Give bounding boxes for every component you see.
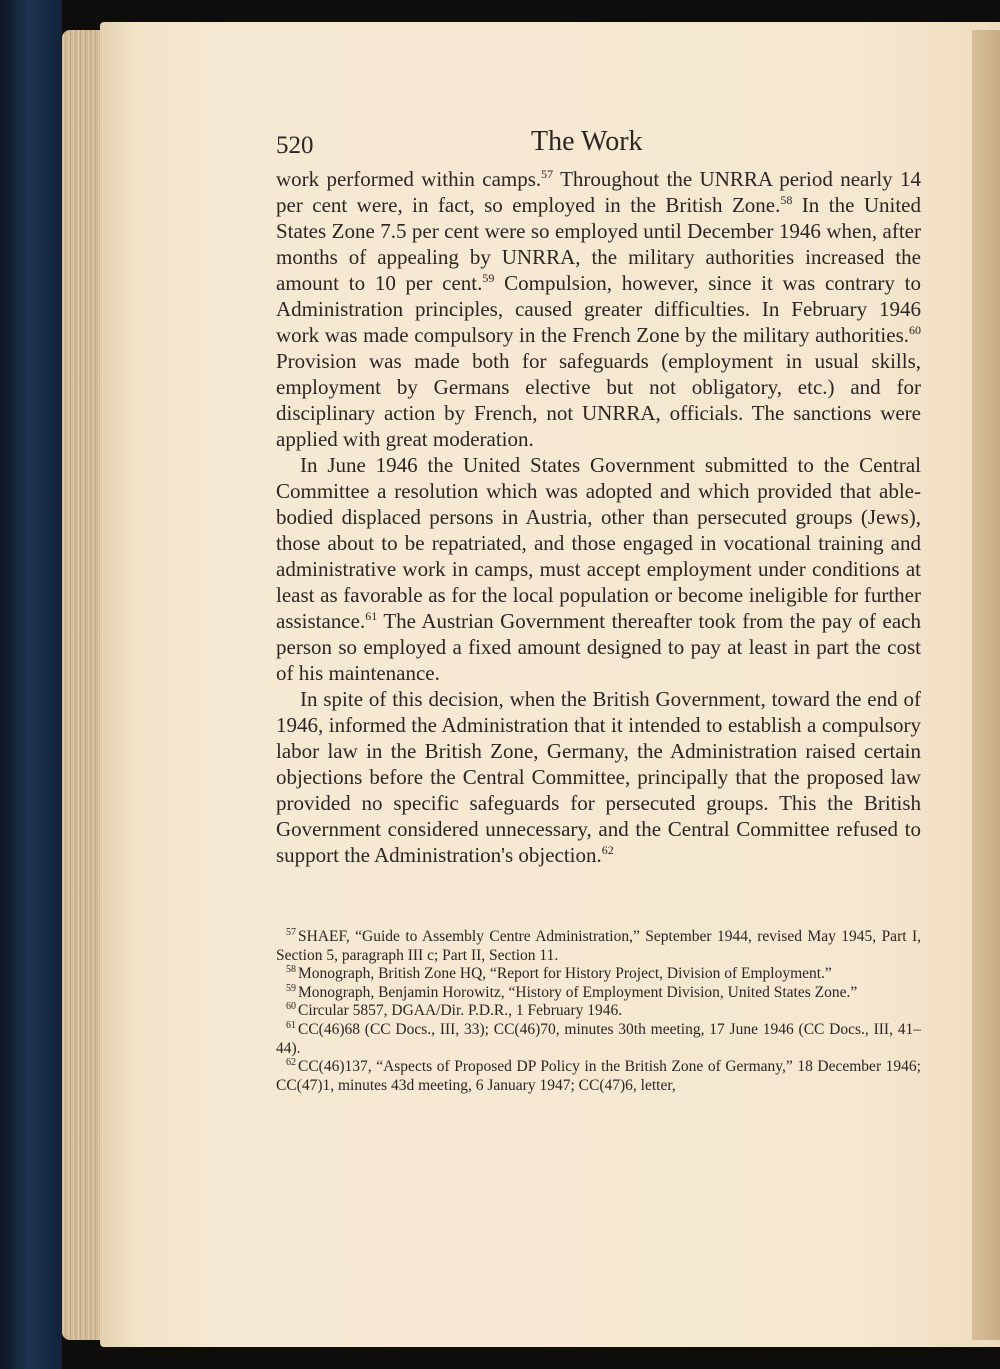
footnote-reference: 58 xyxy=(780,193,793,207)
text-run: Compulsion, however, since it was contrary to Administration principles, caused greater difficulties. In February 1946 work was made compulsory in the French Zone by the military authorities. xyxy=(276,271,921,347)
page-header xyxy=(276,126,921,166)
facing-page-edge xyxy=(972,30,1000,1340)
footnote-reference: 57 xyxy=(541,167,554,181)
text-run: Provision was made both for safeguards (employment in usual skills, employment by Germans elective but not obligatory, etc.) and for disciplinary action by French, not UNRRA, officials. The sanctions were applied with great moderation. xyxy=(276,349,921,451)
footnote-reference: 60 xyxy=(909,323,921,337)
running-head: The Work xyxy=(531,126,643,157)
footnote-number: 57 xyxy=(286,926,296,938)
footnote-number: 61 xyxy=(286,1019,296,1031)
page-number: 520 xyxy=(276,132,314,159)
body-text xyxy=(276,166,921,868)
paragraph xyxy=(276,452,921,686)
footnote-reference: 62 xyxy=(601,843,614,857)
footnote-text: CC(46)137, “Aspects of Proposed DP Policy in the British Zone of Germany,” 18 December 1946; CC(47)1, minutes 43d meeting, 6 January 1947; CC(47)6, letter, xyxy=(276,1058,921,1094)
footnote-number: 60 xyxy=(286,1001,296,1013)
paragraph xyxy=(276,686,921,868)
footnote xyxy=(276,1021,921,1058)
footnote-text: Circular 5857, DGAA/Dir. P.D.R., 1 February 1946. xyxy=(298,1002,623,1020)
text-run: In the United States Zone 7.5 per cent were so employed until December 1946 when, after months of appealing by UNRRA, the military authorities increased the amount to 10 per cent. xyxy=(276,193,921,295)
footnote xyxy=(276,1002,921,1021)
paragraph xyxy=(276,166,921,452)
footnote-text: SHAEF, “Guide to Assembly Centre Administration,” September 1944, revised May 1945, Part I, Section 5, paragraph III c; Part II, Section 11. xyxy=(276,928,921,964)
footnote-text: Monograph, Benjamin Horowitz, “History of Employment Division, United States Zone.” xyxy=(298,983,858,1001)
footnote xyxy=(276,965,921,984)
footnote xyxy=(276,928,921,965)
footnotes xyxy=(276,928,921,1095)
footnote-number: 62 xyxy=(286,1057,296,1068)
text-run: In spite of this decision, when the British Government, toward the end of 1946, informed the Administration that it intended to establish a compulsory labor law in the British Zone, Germany, the Administration raised certain objections before the Central Committee, principally that the proposed law provided no specific safeguards for persecuted groups. This the British Government considered unnecessary, and the Central Committee refused to support the Administration's objection. xyxy=(276,687,921,867)
footnote-reference: 61 xyxy=(365,609,378,623)
text-run: Throughout the UNRRA period nearly 14 per cent were, in fact, so employed in the British Zone. xyxy=(276,167,921,217)
text-run: The Austrian Government thereafter took from the pay of each person so employed a fixed amount designed to pay at least in part the cost of his maintenance. xyxy=(276,609,921,685)
footnote-reference: 59 xyxy=(482,271,495,285)
footnote xyxy=(276,984,921,1003)
text-run: work performed within camps. xyxy=(276,167,542,191)
text-run: In June 1946 the United States Government submitted to the Central Committee a resolution which was adopted and which provided that able-bodied displaced persons in Austria, other than persecuted groups (Jews), those about to be repatriated, and those engaged in vocational training and administrative work in camps, must accept employment under conditions at least as favorable as for the local population or become ineligible for further assistance. xyxy=(276,453,921,633)
footnote xyxy=(276,1058,921,1095)
footnote-text: Monograph, British Zone HQ, “Report for History Project, Division of Employment.” xyxy=(298,965,832,983)
footnote-number: 59 xyxy=(286,982,296,994)
footnote-number: 58 xyxy=(286,964,296,976)
footnote-text: CC(46)68 (CC Docs., III, 33); CC(46)70, minutes 30th meeting, 17 June 1946 (CC Docs., III, 41–44). xyxy=(276,1020,921,1057)
book-cover-edge xyxy=(0,0,62,1369)
